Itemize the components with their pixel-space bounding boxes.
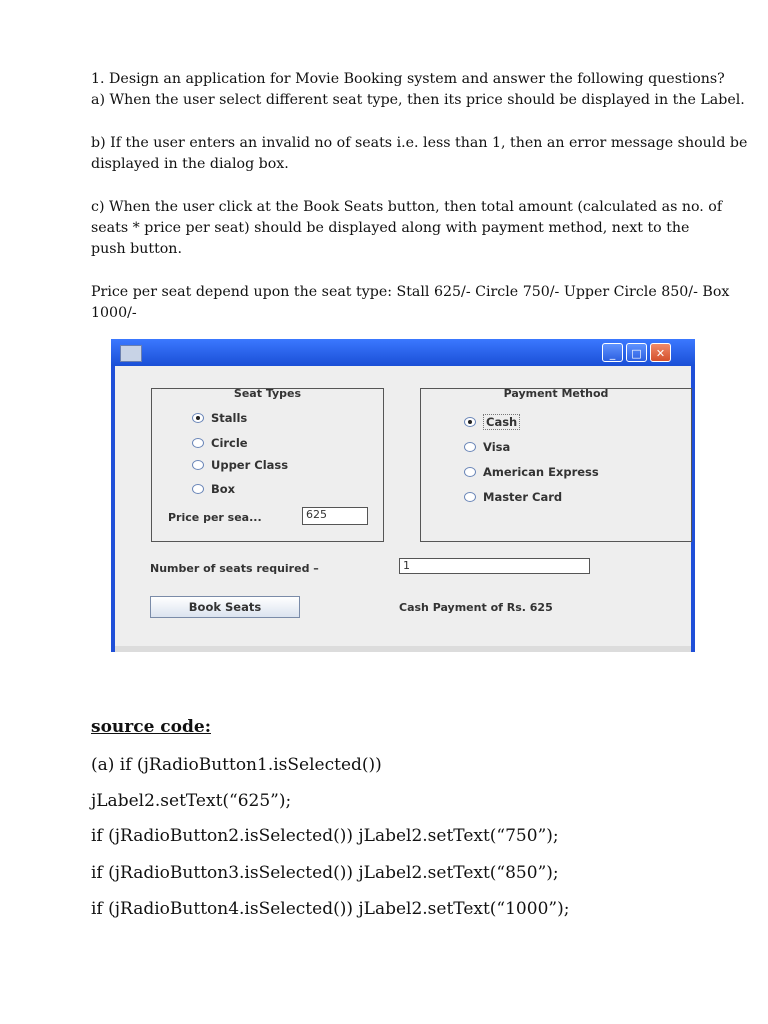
radio-master-card[interactable] [464, 490, 562, 504]
payment-method-title: Payment Method [503, 387, 609, 400]
result-label: Cash Payment of Rs. 625 [399, 601, 553, 614]
seat-types-title: Seat Types [233, 387, 302, 400]
seat-types-group [151, 388, 384, 542]
code-line-3: if (jRadioButton2.isSelected()) jLabel2.setText(“750”); [91, 826, 559, 846]
question-c-line1: c) When the user click at the Book Seats button, then total amount (calculated as no. of [91, 199, 723, 215]
question-b-line1: b) If the user enters an invalid no of seats i.e. less than 1, then an error message should be [91, 135, 748, 151]
radio-box-label: Box [211, 482, 236, 496]
window-bottom-edge [115, 646, 691, 652]
seats-required-label: Number of seats required – [150, 562, 319, 575]
app-window-screenshot [111, 339, 695, 652]
radio-icon [464, 467, 476, 477]
question-c-block [91, 197, 763, 260]
question-c-line2: seats * price per seat) should be displayed along with payment method, next to the [91, 220, 690, 236]
question-block [91, 69, 763, 111]
radio-american-express-label: American Express [483, 465, 599, 479]
question-a: a) When the user select different seat type, then its price should be displayed in the Label. [91, 92, 745, 108]
radio-icon [192, 484, 204, 494]
code-line-4: if (jRadioButton3.isSelected()) jLabel2.setText(“850”); [91, 863, 559, 883]
radio-visa-label: Visa [483, 440, 511, 454]
maximize-icon[interactable]: □ [626, 343, 647, 362]
seats-input[interactable]: 1 [399, 558, 590, 574]
radio-icon [192, 438, 204, 448]
question-b-line2: displayed in the dialog box. [91, 156, 289, 172]
radio-stalls-label: Stalls [211, 411, 248, 425]
radio-icon [464, 492, 476, 502]
radio-box[interactable] [192, 482, 235, 496]
question-c-line3: push button. [91, 241, 182, 257]
radio-visa[interactable] [464, 440, 510, 454]
radio-circle-label: Circle [211, 436, 248, 450]
close-icon[interactable]: ✕ [650, 343, 671, 362]
radio-upper-class-label: Upper Class [211, 458, 289, 472]
price-value-label: 625 [302, 507, 368, 525]
radio-icon [464, 442, 476, 452]
price-block [91, 282, 763, 324]
java-app-icon [120, 345, 142, 362]
payment-method-group [420, 388, 692, 542]
radio-cash[interactable] [464, 414, 520, 430]
radio-stalls[interactable] [192, 411, 247, 425]
source-code-heading: source code: [91, 717, 211, 737]
radio-upper-class[interactable] [192, 458, 288, 472]
price-line2: 1000/- [91, 305, 137, 321]
book-seats-button[interactable]: Book Seats [150, 596, 300, 618]
code-line-1: (a) if (jRadioButton1.isSelected()) [91, 755, 382, 775]
code-line-2: jLabel2.setText(“625”); [91, 791, 292, 811]
window-client-area [115, 366, 691, 646]
minimize-icon[interactable]: _ [602, 343, 623, 362]
price-line1: Price per seat depend upon the seat type: Stall 625/- Circle 750/- Upper Circle 850/- Box [91, 284, 730, 300]
question-intro: 1. Design an application for Movie Booking system and answer the following questions? [91, 71, 725, 87]
question-b-block [91, 133, 763, 175]
radio-icon [192, 460, 204, 470]
price-per-seat-label: Price per sea... [168, 511, 262, 524]
code-line-5: if (jRadioButton4.isSelected()) jLabel2.setText(“1000”); [91, 899, 570, 919]
radio-cash-label: Cash [483, 414, 520, 430]
window-title-bar [111, 339, 695, 366]
radio-master-card-label: Master Card [483, 490, 563, 504]
radio-selected-icon [464, 417, 476, 427]
radio-american-express[interactable] [464, 465, 599, 479]
radio-circle[interactable] [192, 436, 248, 450]
radio-selected-icon [192, 413, 204, 423]
